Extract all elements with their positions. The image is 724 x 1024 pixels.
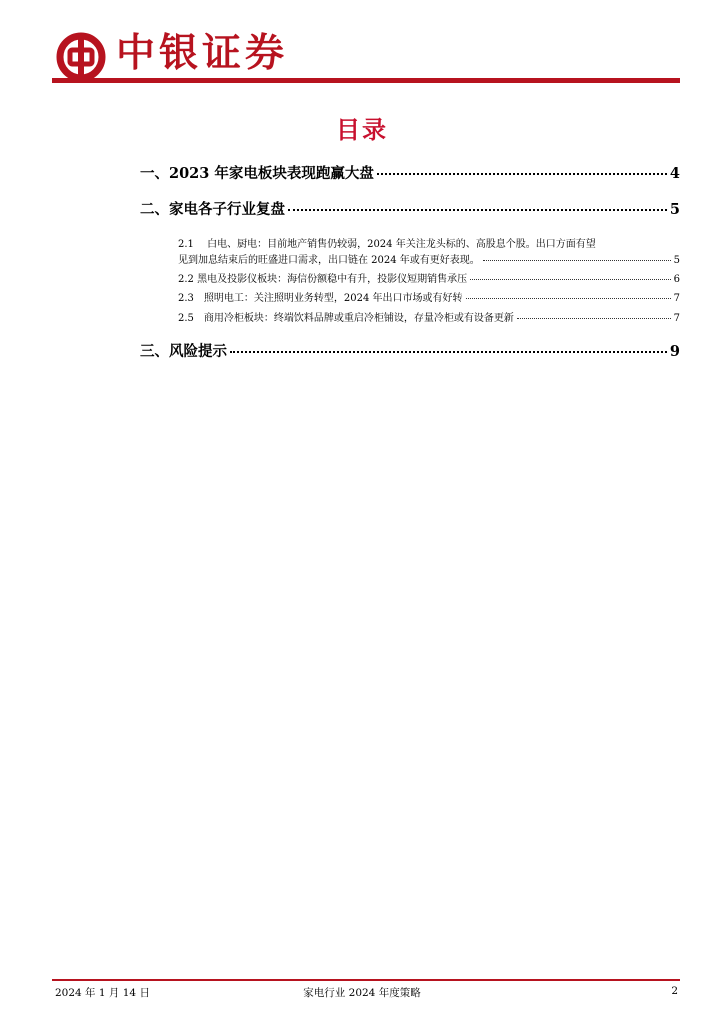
footer-report-title: 家电行业 2024 年度策略 [303,987,421,999]
toc-entry-section-1[interactable] [140,162,680,183]
toc-entry-2-1-line1[interactable]: 2.1 白电、厨电：目前地产销售仍较弱，2024 年关注龙头标的、高股息个股。出口方面有望 [178,239,596,250]
bank-of-china-logo-icon [56,32,106,82]
toc-entry-page: 4 [669,165,680,182]
header-rule [52,78,680,83]
toc-entry-2-1[interactable] [178,251,680,266]
toc-entry-label: 2.3 照明电工：关注照明业务转型，2024 年出口市场或有好转 [178,293,463,304]
toc-entry-label: 见到加息结束后的旺盛进口需求，出口链在 2024 年或有更好表现。 [178,255,480,266]
toc-entry-page: 5 [669,201,680,218]
toc-entry-page: 6 [673,274,680,285]
toc-dot-leader [230,351,667,353]
toc-dot-leader [483,260,671,261]
toc-entry-page: 9 [669,343,680,360]
footer-page-number: 2 [671,985,678,997]
footer-date: 2024 年 1 月 14 日 [55,987,150,999]
toc-entry-page: 7 [673,313,680,324]
toc-entry-page: 5 [673,255,680,266]
toc-entry-section-3[interactable] [140,340,680,361]
brand-name: 中银证券 [116,31,289,76]
footer-rule [52,979,680,981]
toc-dot-leader [466,298,671,299]
toc-entry-label: 一、2023 年家电板块表现跑赢大盘 [140,165,374,182]
toc-entry-2-5[interactable] [178,309,680,324]
toc-entry-label: 三、风险提示 [140,343,227,360]
toc-entry-2-3[interactable] [178,289,680,304]
toc-dot-leader [377,173,667,175]
toc-dot-leader [470,279,671,280]
toc-entry-page: 7 [673,293,680,304]
toc-dot-leader [288,209,667,211]
toc-title: 目录 [336,116,388,144]
page-header [52,26,682,86]
toc-dot-leader [517,318,671,319]
toc-entry-section-2[interactable] [140,198,680,219]
toc-entry-label: 2.2 黑电及投影仪板块：海信份额稳中有升，投影仪短期销售承压 [178,274,468,285]
toc-entry-label: 2.5 商用冷柜板块：终端饮料品牌或重启冷柜铺设，存量冷柜或有设备更新 [178,313,514,324]
toc-entry-label: 二、家电各子行业复盘 [140,201,285,218]
toc-entry-2-2[interactable] [178,270,680,285]
